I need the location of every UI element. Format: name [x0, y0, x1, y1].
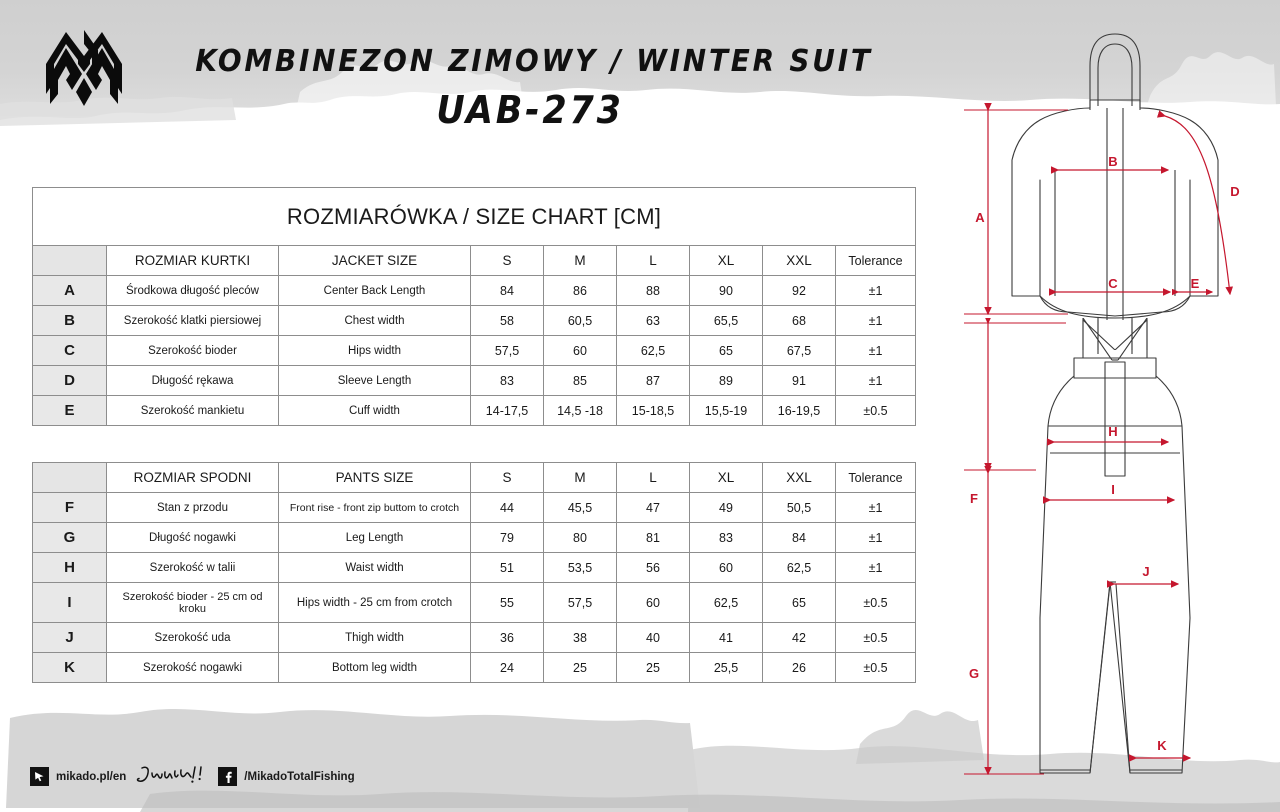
pants-marker-k: K	[1157, 738, 1167, 753]
row-letter: G	[33, 523, 107, 553]
cell-xl: 65,5	[690, 306, 763, 336]
jacket-marker-a: A	[975, 210, 985, 225]
facebook-icon[interactable]	[218, 767, 237, 786]
pants-col-pl: ROZMIAR SPODNI	[107, 463, 279, 493]
cell-tolerance: ±0.5	[836, 583, 916, 623]
cell-xxl: 16-19,5	[763, 396, 836, 426]
row-label-pl: Środkowa długość pleców	[107, 276, 279, 306]
cell-s: 55	[471, 583, 544, 623]
cell-s: 24	[471, 653, 544, 683]
cell-xl: 83	[690, 523, 763, 553]
row-label-pl: Stan z przodu	[107, 493, 279, 523]
row-label-pl: Szerokość w talii	[107, 553, 279, 583]
pants-size-table	[32, 462, 916, 683]
table-row	[33, 396, 916, 426]
table-row	[33, 623, 916, 653]
table-row	[33, 523, 916, 553]
row-letter: D	[33, 366, 107, 396]
pants-col-l: L	[617, 463, 690, 493]
table-row	[33, 306, 916, 336]
facebook-label[interactable]: /MikadoTotalFishing	[244, 770, 355, 783]
cell-tolerance: ±1	[836, 336, 916, 366]
jacket-marker-d: D	[1230, 184, 1240, 199]
jacket-outline	[1012, 34, 1218, 350]
cell-l: 63	[617, 306, 690, 336]
cell-tolerance: ±1	[836, 553, 916, 583]
pants-outline	[1040, 318, 1190, 773]
jacket-col-m: M	[544, 246, 617, 276]
row-label-pl: Długość rękawa	[107, 366, 279, 396]
cell-l: 40	[617, 623, 690, 653]
pants-marker-i: I	[1111, 482, 1115, 497]
row-label-en: Leg Length	[279, 523, 471, 553]
pants-col-en: PANTS SIZE	[279, 463, 471, 493]
cell-m: 25	[544, 653, 617, 683]
row-label-pl: Szerokość bioder	[107, 336, 279, 366]
cell-l: 81	[617, 523, 690, 553]
table-row	[33, 276, 916, 306]
cell-l: 87	[617, 366, 690, 396]
pants-marker-h: H	[1108, 424, 1118, 439]
cell-tolerance: ±1	[836, 493, 916, 523]
cell-xl: 15,5-19	[690, 396, 763, 426]
cell-tolerance: ±1	[836, 306, 916, 336]
cell-xxl: 68	[763, 306, 836, 336]
cell-xxl: 62,5	[763, 553, 836, 583]
jacket-col-tolerance: Tolerance	[836, 246, 916, 276]
cursor-icon	[30, 767, 49, 786]
jacket-col-en: JACKET SIZE	[279, 246, 471, 276]
row-label-en: Hips width	[279, 336, 471, 366]
pants-col-xxl: XXL	[763, 463, 836, 493]
cell-s: 14-17,5	[471, 396, 544, 426]
cell-m: 53,5	[544, 553, 617, 583]
cell-tolerance: ±0.5	[836, 396, 916, 426]
table-row	[33, 583, 916, 623]
cell-m: 14,5 -18	[544, 396, 617, 426]
jacket-col-xxl: XXL	[763, 246, 836, 276]
pants-dimension-lines	[964, 323, 1190, 774]
cell-tolerance: ±1	[836, 276, 916, 306]
cell-tolerance: ±0.5	[836, 623, 916, 653]
website-label[interactable]: mikado.pl/en	[56, 770, 127, 783]
row-letter: J	[33, 623, 107, 653]
row-letter: K	[33, 653, 107, 683]
pants-col-xl: XL	[690, 463, 763, 493]
cell-m: 57,5	[544, 583, 617, 623]
jacket-col-l: L	[617, 246, 690, 276]
row-label-en: Waist width	[279, 553, 471, 583]
cell-m: 80	[544, 523, 617, 553]
jacket-col-s: S	[471, 246, 544, 276]
cell-xl: 25,5	[690, 653, 763, 683]
pants-size-table-wrapper	[32, 462, 916, 683]
cell-l: 88	[617, 276, 690, 306]
row-label-pl: Szerokość uda	[107, 623, 279, 653]
table-caption-row	[33, 188, 916, 246]
row-letter: C	[33, 336, 107, 366]
row-label-en: Hips width - 25 cm from crotch	[279, 583, 471, 623]
cell-l: 25	[617, 653, 690, 683]
cell-l: 47	[617, 493, 690, 523]
mikado-logo	[36, 26, 132, 110]
cell-xxl: 26	[763, 653, 836, 683]
cell-xxl: 65	[763, 583, 836, 623]
pants-header-row	[33, 463, 916, 493]
cell-tolerance: ±0.5	[836, 653, 916, 683]
pants-marker-j: J	[1142, 564, 1150, 579]
row-label-en: Thigh width	[279, 623, 471, 653]
cell-l: 56	[617, 553, 690, 583]
row-letter: H	[33, 553, 107, 583]
cell-s: 44	[471, 493, 544, 523]
cell-xxl: 42	[763, 623, 836, 653]
cell-xxl: 50,5	[763, 493, 836, 523]
jacket-diagram	[950, 20, 1280, 350]
cell-s: 51	[471, 553, 544, 583]
cell-s: 57,5	[471, 336, 544, 366]
cell-m: 45,5	[544, 493, 617, 523]
cell-m: 85	[544, 366, 617, 396]
cell-xxl: 84	[763, 523, 836, 553]
cell-s: 58	[471, 306, 544, 336]
cell-tolerance: ±1	[836, 366, 916, 396]
jacket-size-table	[32, 187, 916, 426]
footer-bar	[30, 762, 355, 791]
table-row	[33, 336, 916, 366]
cell-xxl: 92	[763, 276, 836, 306]
row-label-pl: Szerokość klatki piersiowej	[107, 306, 279, 336]
row-label-en: Bottom leg width	[279, 653, 471, 683]
row-label-pl: Szerokość bioder - 25 cm od kroku	[107, 583, 279, 623]
jacket-size-table-wrapper	[32, 187, 916, 426]
cell-l: 60	[617, 583, 690, 623]
cell-xl: 65	[690, 336, 763, 366]
cell-s: 79	[471, 523, 544, 553]
row-label-en: Center Back Length	[279, 276, 471, 306]
cell-xxl: 67,5	[763, 336, 836, 366]
cell-s: 84	[471, 276, 544, 306]
cell-m: 60	[544, 336, 617, 366]
table-row	[33, 366, 916, 396]
pants-marker-g: G	[968, 666, 980, 681]
page-title: KOMBINEZON ZIMOWY / WINTER SUIT	[195, 44, 873, 79]
jacket-col-letter	[33, 246, 107, 276]
cell-xl: 90	[690, 276, 763, 306]
cell-tolerance: ±1	[836, 523, 916, 553]
row-label-en: Front rise - front zip buttom to crotch	[279, 493, 471, 523]
cell-l: 62,5	[617, 336, 690, 366]
jacket-col-xl: XL	[690, 246, 763, 276]
row-letter: I	[33, 583, 107, 623]
pants-col-s: S	[471, 463, 544, 493]
cell-xxl: 91	[763, 366, 836, 396]
join-us-script	[136, 762, 208, 791]
row-label-pl: Szerokość nogawki	[107, 653, 279, 683]
cell-m: 86	[544, 276, 617, 306]
pants-col-m: M	[544, 463, 617, 493]
cell-m: 60,5	[544, 306, 617, 336]
row-letter: A	[33, 276, 107, 306]
cell-xl: 49	[690, 493, 763, 523]
cell-s: 36	[471, 623, 544, 653]
row-label-pl: Szerokość mankietu	[107, 396, 279, 426]
jacket-marker-b: B	[1108, 154, 1118, 169]
pants-diagram	[950, 318, 1280, 800]
pants-marker-f: F	[970, 491, 978, 506]
size-chart-caption: ROZMIARÓWKA / SIZE CHART [CM]	[33, 188, 916, 246]
pants-col-letter	[33, 463, 107, 493]
cell-xl: 89	[690, 366, 763, 396]
pants-col-tolerance: Tolerance	[836, 463, 916, 493]
cell-xl: 60	[690, 553, 763, 583]
cell-s: 83	[471, 366, 544, 396]
table-row	[33, 553, 916, 583]
jacket-header-row	[33, 246, 916, 276]
cell-xl: 41	[690, 623, 763, 653]
row-letter: F	[33, 493, 107, 523]
jacket-marker-c: C	[1108, 276, 1118, 291]
cell-m: 38	[544, 623, 617, 653]
row-letter: E	[33, 396, 107, 426]
model-code: UAB-273	[436, 88, 624, 132]
cell-xl: 62,5	[690, 583, 763, 623]
table-row	[33, 493, 916, 523]
row-letter: B	[33, 306, 107, 336]
row-label-en: Chest width	[279, 306, 471, 336]
row-label-pl: Długość nogawki	[107, 523, 279, 553]
cell-l: 15-18,5	[617, 396, 690, 426]
row-label-en: Cuff width	[279, 396, 471, 426]
row-label-en: Sleeve Length	[279, 366, 471, 396]
jacket-marker-e: E	[1190, 276, 1200, 291]
jacket-col-pl: ROZMIAR KURTKI	[107, 246, 279, 276]
table-row	[33, 653, 916, 683]
